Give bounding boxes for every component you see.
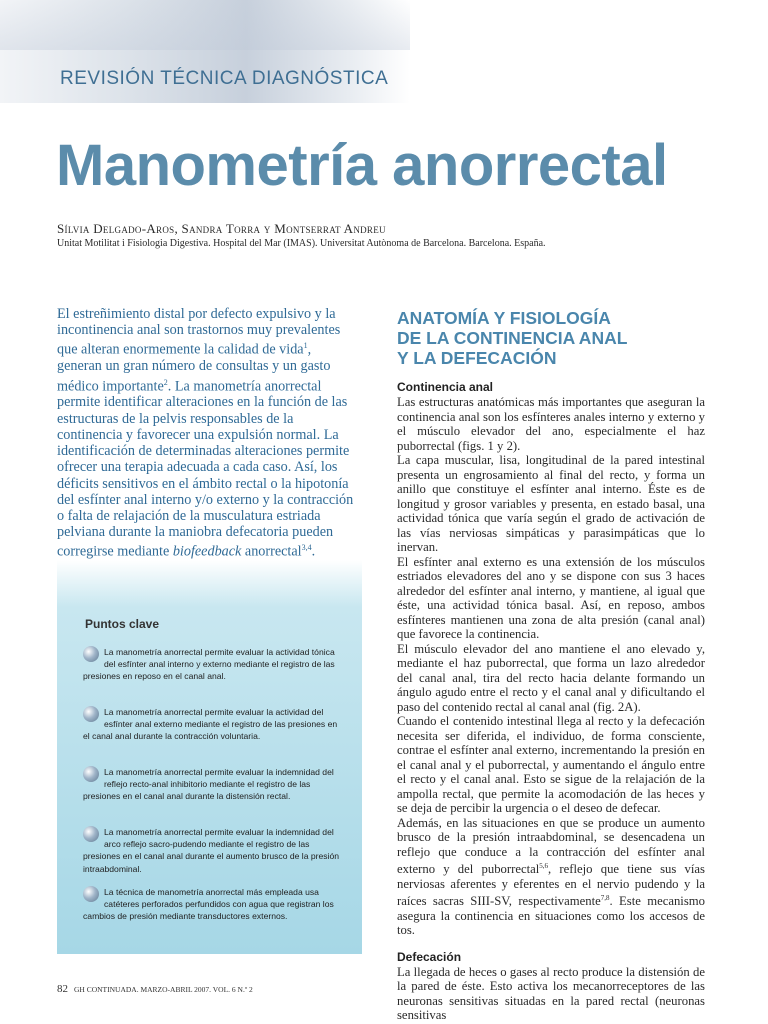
key-point-item: La manometría anorrectal permite evaluar la actividad tónica del esfínter anal interno y externo mediante el registro de las presiones en reposo en el canal anal. bbox=[83, 647, 335, 682]
bullet-icon bbox=[83, 766, 99, 782]
key-point-item: La manometría anorrectal permite evaluar la actividad del esfínter anal externo mediante el registro de las presiones en el canal anal durante la contracción voluntaria. bbox=[83, 707, 338, 742]
journal-citation: GH CONTINUADA. MARZO-ABRIL 2007. VOL. 6 N.º 2 bbox=[74, 985, 253, 994]
abstract: El estreñimiento distal por defecto expulsivo y la incontinencia anal son trastornos muy prevalentes que alteran enormemente la calidad de vida$^1$, generan un gran número de consultas y un gasto médico importante$^2$. La manometría anorrectal permite identificar alteraciones en la función de las estructuras de la pelvis responsables de la continencia y favorecer una expulsión normal. La identificación de determinadas alteraciones permite ofrecer una terapia adecuada a cada caso. Así, los déficits sensitivos en el ámbito rectal o la hipotonía del esfínter anal interno y/o externo y la contracción o falta de relajación de la musculatura estriada pelviana durante la maniobra defecatoria pueden corregirse mediante biofeedback anorrectal$^{3,4}$. bbox=[57, 306, 354, 561]
body-paragraph: Las estructuras anatómicas más importantes que aseguran la continencia anal son los esfínteres anales interno y externo y el músculo elevador del ano, especialmente el haz puborrectal (figs. 1 y 2). bbox=[397, 395, 705, 453]
body-paragraph: El esfínter anal externo es una extensión de los músculos estriados elevadores del ano y se dispone con sus 3 haces alrededor del esfínter anal interno, y mantiene, al igual que éste, una actividad tónica basal. Así, en reposo, ambos esfínteres mantienen una zona de alta presión (canal anal) que favorece la continencia. bbox=[397, 554, 705, 641]
body-paragraph: El músculo elevador del ano mantiene el ano elevado y, mediante el haz puborrectal, que forma un lazo alrededor del canal anal, tira del recto hacia delante formando un ángulo agudo entre el recto y el canal anal y dificultando el paso del contenido rectal al canal anal (fig. 2A). bbox=[397, 641, 705, 714]
bullet-icon bbox=[83, 706, 99, 722]
key-point-item: La técnica de manometría anorrectal más empleada usa catéteres perforados perfundidos con agua que registran los cambios de presión mediante transductores externos. bbox=[83, 887, 334, 922]
key-point-item: La manometría anorrectal permite evaluar la indemnidad del arco reflejo sacro-pudendo mediante el registro de las presiones en el canal anal durante el aumento brusco de la presión intraabdominal. bbox=[83, 827, 340, 874]
body-paragraph: Cuando el contenido intestinal llega al recto y la defecación necesita ser diferida, el individuo, de forma consciente, contrae el esfínter anal externo, incrementando la presión en el canal anal y el puborrectal, y aumentando el ángulo entre el recto y el canal anal. Esto se sigue de la relajación de la ampolla rectal, que permite la acomodación de las heces y se deja de percibir la urgencia o el deseo de defecar. bbox=[397, 714, 705, 815]
subheading-defecation: Defecación bbox=[397, 949, 462, 964]
subheading-continence: Continencia anal bbox=[397, 380, 494, 394]
body-paragraph: La llegada de heces o gases al recto produce la distensión de la pared de éste. Esto activa los mecanorreceptores de las neuronas sensitivas situadas en la pared rectal (neuronas sensitivas bbox=[397, 964, 705, 1023]
key-points-title: Puntos clave bbox=[85, 617, 160, 631]
bullet-icon bbox=[83, 646, 99, 662]
body-paragraph: Además, en las situaciones en que se produce un aumento brusco de la presión intraabdominal, se desencadena un reflejo que conduce a la contracción del esfínter anal externo y del puborrectal$^{5,6}$, reflejo que tiene sus vías nerviosas aferentes y eferentes en el nervio pudendo y la raíces sacras SIII-SV, respectivamente$^{7,8}$. Este mecanismo asegura la continencia en situaciones como los accesos de tos. bbox=[397, 815, 705, 938]
body-paragraph: La capa muscular, lisa, longitudinal de la pared intestinal presenta un engrosamiento al final del recto, y forma un anillo que constituye el esfínter anal interno. Éste es de longitud y grosor variables y presenta, en estado basal, una actividad tónica que varía según el grado de activación de las vías nerviosas simpáticas y parasimpáticas que lo inervan. bbox=[397, 453, 705, 554]
authors: Sílvia Delgado-Aros, Sandra Torra y Montserrat Andreu bbox=[57, 221, 386, 236]
key-points-box bbox=[57, 560, 362, 954]
key-point-item: La manometría anorrectal permite evaluar la indemnidad del reflejo recto-anal inhibitorio mediante el registro de las presiones en el canal anal durante la distensión rectal. bbox=[83, 767, 334, 802]
page-number: 82 bbox=[57, 983, 68, 995]
page-footer bbox=[57, 983, 253, 995]
affiliation: Unitat Motilitat i Fisiologia Digestiva. Hospital del Mar (IMAS). Universitat Autònoma de Barcelona. Barcelona. España. bbox=[57, 238, 546, 249]
bullet-icon bbox=[83, 826, 99, 842]
section-heading: ANATOMÍA Y FISIOLOGÍA DE LA CONTINENCIA ANAL Y LA DEFECACIÓN bbox=[397, 308, 628, 368]
bullet-icon bbox=[83, 886, 99, 902]
section-label: REVISIÓN TÉCNICA DIAGNÓSTICA bbox=[60, 68, 389, 89]
body-column bbox=[397, 308, 705, 1023]
article-title: Manometría anorrectal bbox=[56, 133, 668, 198]
